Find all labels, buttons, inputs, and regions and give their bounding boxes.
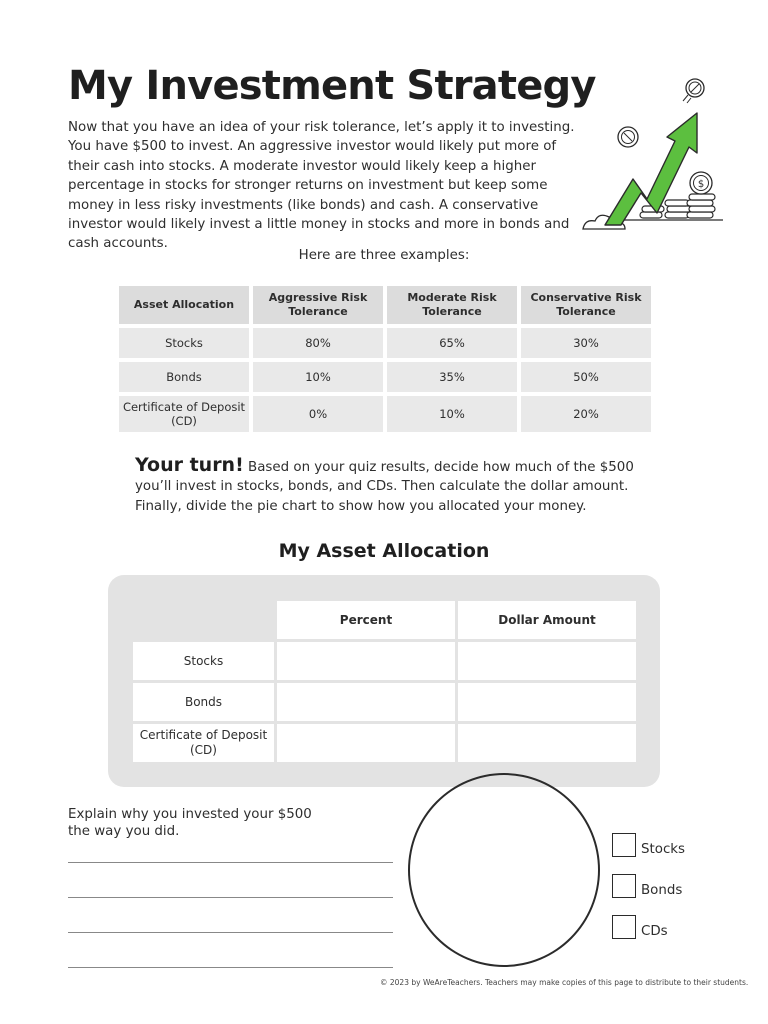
examples-header-aggressive: Aggressive Risk Tolerance — [253, 286, 383, 324]
legend-color-box[interactable] — [612, 915, 636, 939]
table-row — [133, 642, 636, 680]
table-row — [119, 362, 651, 392]
table-row — [133, 683, 636, 721]
asset-cell: Bonds — [119, 362, 249, 392]
asset-cell: Stocks — [119, 328, 249, 358]
examples-caption: Here are three examples: — [298, 248, 470, 263]
growth-arrow-icon — [575, 75, 725, 235]
answer-line[interactable] — [68, 862, 393, 863]
aggressive-cell: 10% — [253, 362, 383, 392]
answer-line[interactable] — [68, 932, 393, 933]
allocation-table — [130, 598, 639, 765]
table-row — [119, 328, 651, 358]
allocation-asset-cell: Bonds — [133, 683, 274, 721]
legend-label: Bonds — [641, 883, 683, 898]
moderate-cell: 10% — [387, 396, 517, 432]
legend-label: CDs — [641, 924, 668, 939]
legend-color-box[interactable] — [612, 833, 636, 857]
moderate-cell: 65% — [387, 328, 517, 358]
allocation-header-dollar: Dollar Amount — [458, 601, 636, 639]
examples-header-conservative: Conservative Risk Tolerance — [521, 286, 651, 324]
dollar-input-cell[interactable] — [458, 724, 636, 762]
examples-header-asset: Asset Allocation — [119, 286, 249, 324]
examples-header-moderate: Moderate Risk Tolerance — [387, 286, 517, 324]
copyright-notice: © 2023 by WeAreTeachers. Teachers may make copies of this page to distribute to their students. — [380, 978, 749, 987]
allocation-header-percent: Percent — [277, 601, 455, 639]
percent-input-cell[interactable] — [277, 724, 455, 762]
allocation-header-row — [133, 601, 636, 639]
your-turn-text: Based on your quiz results, decide how much of the $500 you’ll invest in stocks, bonds, and CDs. Then calculate the dollar amount. Finally, divide the pie chart to show how you allocated your money. — [135, 460, 634, 514]
moderate-cell: 35% — [387, 362, 517, 392]
dollar-input-cell[interactable] — [458, 642, 636, 680]
aggressive-cell: 80% — [253, 328, 383, 358]
asset-cell: Certificate of Deposit (CD) — [119, 396, 249, 432]
answer-line[interactable] — [68, 967, 393, 968]
legend-color-box[interactable] — [612, 874, 636, 898]
table-row — [119, 396, 651, 432]
aggressive-cell: 0% — [253, 396, 383, 432]
svg-text:$: $ — [697, 179, 705, 190]
your-turn-paragraph — [135, 456, 655, 516]
percent-input-cell[interactable] — [277, 642, 455, 680]
page-title: My Investment Strategy — [68, 63, 596, 109]
conservative-cell: 20% — [521, 396, 651, 432]
allocation-title: My Asset Allocation — [278, 540, 490, 562]
legend-label: Stocks — [641, 842, 686, 857]
examples-table — [115, 282, 655, 436]
answer-line[interactable] — [68, 897, 393, 898]
conservative-cell: 50% — [521, 362, 651, 392]
allocation-corner — [133, 601, 274, 639]
conservative-cell: 30% — [521, 328, 651, 358]
explain-prompt: Explain why you invested your $500 the way you did. — [68, 807, 312, 839]
allocation-asset-cell: Certificate of Deposit (CD) — [133, 724, 274, 762]
pie-chart-circle[interactable] — [408, 773, 600, 967]
your-turn-lead: Your turn! — [135, 454, 244, 476]
examples-header-row — [119, 286, 651, 324]
dollar-input-cell[interactable] — [458, 683, 636, 721]
table-row — [133, 724, 636, 762]
intro-paragraph: Now that you have an idea of your risk tolerance, let’s apply it to investing. You have $500 to invest. An aggressive investor would likely put more of their cash into stocks. A moderate investor would likely keep a higher percentage in stocks for stronger returns on investment but keep some money in less risky investments (like bonds) and cash. A conservative investor would likely invest a little money in stocks and more in bonds and cash accounts. — [68, 120, 575, 252]
allocation-asset-cell: Stocks — [133, 642, 274, 680]
percent-input-cell[interactable] — [277, 683, 455, 721]
